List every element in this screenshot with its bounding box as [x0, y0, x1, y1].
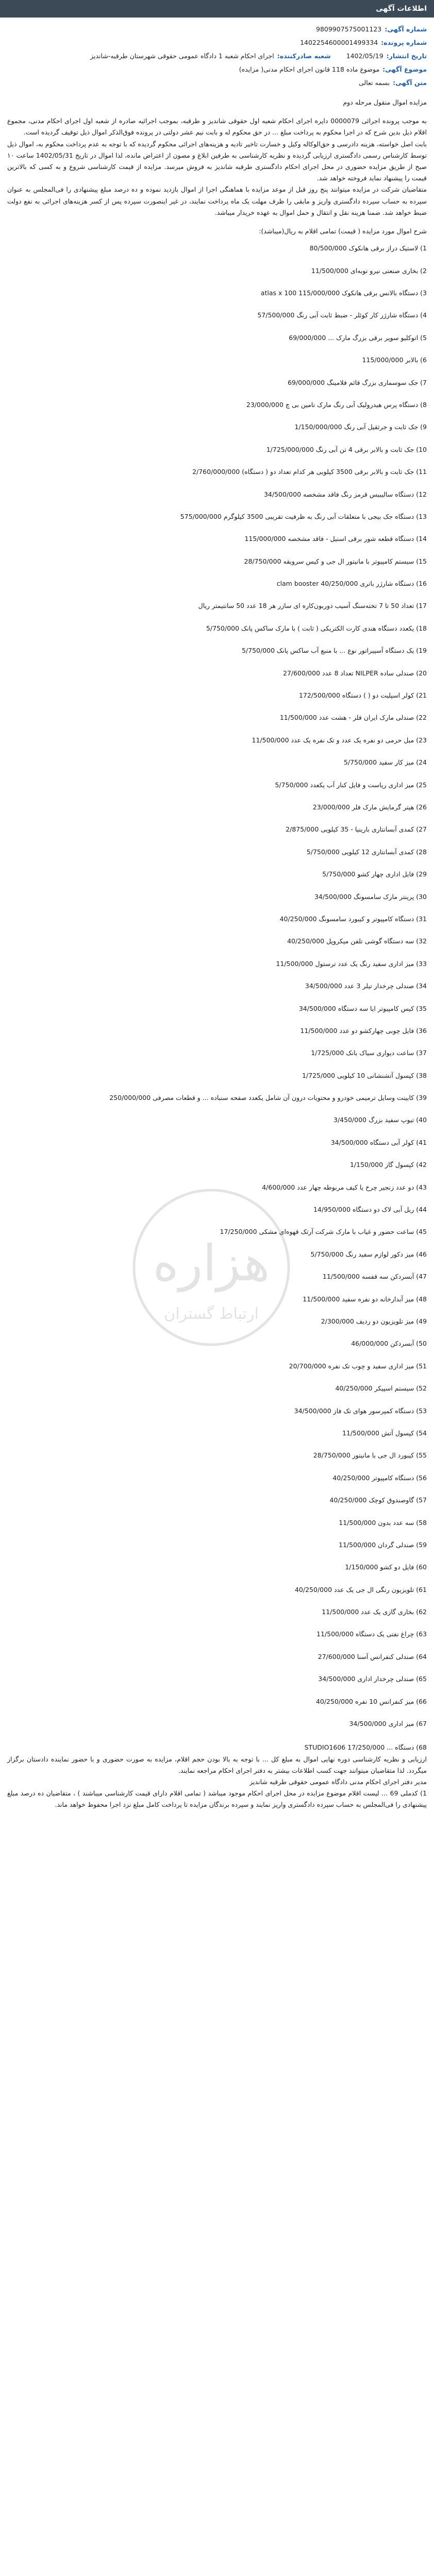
- auction-item: 22) صندلی مارک ایران فلز - هشت عدد 11/500/000: [279, 714, 427, 722]
- auction-item: 53) دستگاه کمپرسور هوای تک فاز 34/500/000: [294, 1406, 427, 1415]
- watermark-subtext: ارتباط گستران: [164, 1305, 259, 1323]
- intro-paragraph-2: بابت اصل خواسته، هزینه دادرسی و حق‌الوکاله وکیل و خسارت تاخیر تادیه و هزینه‌های اجرائی محکوم گردیده که با توجه به عدم پرداخت محکوم به، اموال ذیل توسط کارشناس رسمی دادگستری ارزیابی گردیده و نظریه کارشناسی به طرفین ابلاغ و مصون از اعتراض مانده، لذا اموال در تاریخ 1402/05/31 ساعت ۱۰ صبح از طریق مزایده حضوری در محل اجرای احکام دادگستری طرقبه شاندیز به فروش میرسد. مزایده از قیمت کارشناسی شروع و به کسی که بالاترین قیمت را پیشنهاد نماید فروخته خواهد شد.: [7, 140, 427, 182]
- ad-info-header: [0, 0, 434, 18]
- auction-item: 2) بخاری صنعتی نیرو نوبه‌ای 11/500/000: [311, 266, 427, 275]
- auction-item: 31) دستگاه کامپیوتر و کیبورد سامسونگ 40/250/000: [279, 914, 427, 923]
- intro-heading: مزایده اموال منقول مرحله دوم: [343, 98, 427, 106]
- footer-paragraph-2: 1) کدملی 69 ... لیست اقلام موضوع مزایده در محل اجرای احکام موجود میباشد ( تمامی اقلام دارای قیمت کارشناسی میباشند ) ، متقاضیان ده درصد مبلغ پیشنهادی را فی‌المجلس به حساب سپرده دادگستری واریز نمایند و سپرده برندگان مزایده تا پرداخت کامل مبلغ نزد اجرا محفوظ خواهد ماند.: [7, 1789, 427, 1809]
- auction-item: 30) پرینتر مارک سامسونگ 34/500/000: [314, 892, 427, 901]
- auction-item: 11) جک ثابت و بالابر برقی 3500 کیلویی هر کدام تعداد دو ( دستگاه) 2/760/000/000: [192, 468, 427, 476]
- auction-item: 40) تیوپ سفید بزرگ 3/450/000: [333, 1116, 427, 1124]
- footer-paragraph-1: ارزیابی و نظریه کارشناسی دوره نهایی اموال به مبلغ کل ... با توجه به بالا بودن حجم اقلام، مزایده به صورت حضوری و با حضور نماینده دادستان برگزار میگردد. لذا متقاضیان میتوانند جهت کسب اطلاعات بیشتر به دفتر اجرای احکام مراجعه نمایند.: [7, 1755, 427, 1774]
- auction-item: 27) کمدی آبسانتاری بارینیا - 35 کیلویی 2/875/000: [286, 825, 427, 834]
- ad-number-row: [7, 23, 427, 36]
- auction-item: 51) میز اداری سفید و چوب تک نفره 20/700/000: [289, 1362, 427, 1370]
- case-number-label: شماره پرونده:: [381, 39, 427, 46]
- auction-item: 59) صندلی گردان 11/500/000: [339, 1540, 427, 1549]
- footer-item: 68) دستگاه ... 17/250/000 STUDIO1606: [304, 1743, 427, 1752]
- issuing-branch-value: اجرای احکام شعبه 1 دادگاه عمومی حقوقی شهرستان طرقبه-شاندیز: [90, 52, 274, 60]
- intro-paragraph-3: متقاضیان شرکت در مزایده میتوانند پنج روز قبل از موعد مزایده با هماهنگی اجرا از اموال بازدید نموده و ده درصد مبلغ پیشنهادی را فی‌المجلس به عنوان سپرده به حساب سپرده دادگستری واریز و مابقی را ظرف مهلت یک ماه پرداخت نمایند، در غیر اینصورت سپرده پس از کسر هزینه‌های اجرائی به نفع دولت ضبط خواهد شد. ضمنا هزینه نقل و انتقال و حمل اموال به عهده خریدار میباشد.: [7, 185, 427, 216]
- auction-item: 17) تعداد 50 تا 7 تخته‌سنگ آسیب دوربون‌کاره ای سازر هر 18 عدد 50 سانتیمتر ریال: [198, 602, 427, 610]
- auction-item: 54) کپسول آتش 11/500/000: [342, 1429, 427, 1437]
- auction-item: 43) دو عدد زنجیر چرخ یا کیف مربوطه چهار عدد 4/600/000: [262, 1183, 427, 1191]
- watermark-text: هزاره: [153, 1234, 270, 1292]
- ad-text-value: بسمه تعالی: [359, 79, 390, 87]
- publish-date-label: تاریخ انتشار:: [386, 52, 427, 60]
- auction-item: 14) دستگاه قطعه شور برقی اسنیل - فاقد مشخصه 115/000/000: [244, 535, 427, 543]
- auction-item: 1) لاستیک دراز برقی هانکوک 80/500/000: [309, 244, 427, 252]
- auction-item: 48) میز آبدارخانه دو نفره سفید 11/500/000: [303, 1295, 427, 1303]
- ad-number-label: شماره آگهی:: [385, 25, 427, 33]
- auction-item: 6) بالابر 115/000/000: [362, 356, 427, 364]
- auction-item: 34) صندلی چرخدار تیلر 3 عدد 34/500/000: [305, 982, 427, 990]
- auction-item: 58) سه عدد بدون 11/500/000: [339, 1518, 427, 1527]
- auction-item: 33) میز اداری سفید رنگ یک عدد ترستول 11/500/000: [276, 959, 427, 968]
- auction-item: 64) صندلی کنفرانس آسنا 27/600/000: [318, 1652, 427, 1660]
- auction-item: 25) میز اداری ریاست و فایل کنار آب یکعدد 5/750/000: [275, 781, 427, 789]
- auction-item: 50) آبسردکن 46/000/000: [351, 1340, 427, 1348]
- ad-number-value: 9809907575001123: [316, 25, 382, 33]
- auction-item: 67) میز اداری 34/500/000: [349, 1720, 427, 1728]
- auction-item: 47) آبسردکن سه قفسه 11/500/000: [322, 1273, 427, 1281]
- auction-item: 44) ریل آبی لاک دو دستگاه 14/950/000: [313, 1206, 427, 1214]
- auction-item: 21) کولر اسپلیت دو ( ) دستگاه 172/500/000: [298, 691, 427, 700]
- auction-item: 39) کابینت وسایل ترمیمی خودرو و محتویات درون آن شامل یکعدد صفحه سنباده ... و قطعات مصرفی 250/000/000: [109, 1094, 427, 1102]
- auction-item: 46) میز دکور لوازم سفید رنگ 5/750/000: [310, 1250, 427, 1258]
- auction-item: 49) میز تلویزیون دو ردیف 2/300/000: [321, 1317, 427, 1325]
- case-number-value: 1402254600001499334: [300, 39, 378, 46]
- auction-item: 5) اتوکلیو سوپر برقی بزرگ مارک ... 69/000/000: [289, 333, 427, 342]
- auction-item: 66) میز کنفرانس 10 نفره 40/250/000: [315, 1697, 427, 1705]
- publish-date-value: 1402/05/19: [346, 52, 383, 60]
- auction-item: 19) یک دستگاه آسپیراتور نوع ... با منبع آب ساکس پانک 5/750/000: [241, 647, 427, 655]
- auction-item: 60) فایل دو کشو 1/150/000: [345, 1563, 427, 1571]
- auction-item: 36) فایل چوبی چهارکشو دو عدد 11/500/000: [300, 1026, 427, 1035]
- auction-item: 28) کمدی آبسانتاری 12 کیلویی 5/750/000: [306, 848, 427, 856]
- auction-item: 38) کپسول آتشنشانی 10 کیلویی 1/725/000: [302, 1071, 427, 1079]
- auction-item: 20) صندلی ساده NILPER تعداد 8 عدد 27/600/000: [282, 669, 427, 677]
- auction-item: 8) دستگاه پرس هیدرولیک آبی رنگ مارک تامین بی چ 23/000/000: [246, 400, 427, 409]
- auction-item: 7) جک سوسماری بزرگ قائم فلامینگ 69/000/000: [288, 378, 427, 386]
- footer-signature: مدیر دفتر اجرای احکام مدنی دادگاه عمومی حقوقی طرقبه شاندیز: [249, 1778, 427, 1786]
- ad-body: [0, 90, 434, 1811]
- auction-item: 24) میز کار سفید 5/750/000: [343, 758, 427, 767]
- auction-item: 15) سیستم کامپیوتر با مانیتور ال جی و کیس سرویقه 28/750/000: [244, 557, 427, 565]
- auction-items-list: [7, 237, 427, 1735]
- issuing-branch-label: شعبه صادرکننده:: [277, 52, 331, 60]
- items-heading: شرح اموال مورد مزایده ( قیمت) تمامی اقلام به ریال(میباشد):: [259, 227, 427, 235]
- auction-item: 52) سیستم اسپیکر 40/250/000: [335, 1384, 427, 1393]
- subject-value: موضوع ماده 118 قانون اجرای احکام مدنی( مزایده): [239, 65, 380, 73]
- auction-item: 32) سه دستگاه گوشی تلفن میکروپل 40/250/000: [287, 937, 427, 945]
- auction-item: 57) گاوصندوق کوچک 40/250/000: [329, 1496, 427, 1504]
- auction-item: 62) بخاری گازی یک عدد 11/500/000: [322, 1608, 427, 1616]
- auction-item: 18) یکعدد دستگاه هندی کارت الکتریکی ( ثابت ) با مارک ساکس پانک 5/750/000: [206, 624, 427, 632]
- auction-item: 3) دستگاه بالانس برقی هانکوک 115/000/000 atlas x 100: [260, 289, 427, 297]
- auction-item: 37) ساعت دیواری سیاک بانک 1/725/000: [311, 1049, 427, 1057]
- auction-item: 16) دستگاه شارژر باتری 40/250/000 clam booster: [276, 580, 427, 588]
- ad-info-title: اطلاعات آگهی: [376, 5, 427, 13]
- auction-item: 41) کولر آبی دستگاه 34/500/000: [330, 1138, 427, 1146]
- auction-item: 12) دستگاه سالیبیس قرمز رنگ فاقد مشخصه 34/500/000: [263, 490, 427, 498]
- auction-item: 10) جک ثابت و بالابر برقی 4 تن آبی رنگ 1/725/000/000: [266, 445, 427, 453]
- subject-label: موضوع آگهی:: [382, 65, 427, 73]
- ad-meta: [0, 18, 434, 90]
- auction-item: 23) مبل حرمی دو نفره یک عدد و تک نفره یک عدد 11/500/000: [252, 736, 427, 744]
- auction-item: 13) دستگاه جک بیجی با متعلقات آبی رنگ به ظرفیت تقریبی 3500 کیلوگرم 575/000/000: [180, 512, 427, 520]
- subject-row: [7, 63, 427, 76]
- auction-item: 63) چراغ نفتی یک دستگاه 11/500/000: [316, 1630, 427, 1638]
- ad-text-row: [7, 76, 427, 90]
- intro-paragraph-1: به موجب پرونده اجرائی 0000079 دایره اجرای احکام شعبه اول حقوقی شاندیز و طرقبه، بموجب اجرائیه صادره از شعبه اول اجرای احکام مدنی، مجموع اقلام ذیل بدین شرح که در اجرا محکوم به پرداخت مبلغ ... در حق محکوم له و بابت نیم عشر دولتی در پرونده فوق‌الذکر اموال ذیل توقیف گردیده است.: [7, 117, 427, 137]
- auction-item: 29) فایل اداری چهار کشو 5/750/000: [322, 870, 427, 878]
- auction-item: 45) ساعت حضور و غیاب با مارک شرکت آرتک قهوه‌ای مشکی 17/250/000: [220, 1228, 427, 1236]
- publish-date-row: [7, 49, 427, 63]
- auction-item: 65) صندلی چرخدار اداری 34/500/000: [318, 1675, 427, 1683]
- auction-item: 42) کپسول گاز 1/150/000: [349, 1161, 427, 1169]
- ad-text-label: متن آگهی:: [393, 79, 427, 87]
- auction-item: 4) دستگاه شارژر کار کوئلر - ضبط ثابت آبی رنگ 57/500/000: [257, 311, 427, 319]
- auction-item: 35) کیس کامپیوتر ایا سه دستگاه 34/500/000: [298, 1004, 427, 1012]
- auction-item: 55) کیبورد ال جی با مانیتور 28/750/000: [313, 1451, 427, 1460]
- auction-item: 9) جک ثابت و جرثقیل آبی رنگ 1/150/000/000: [294, 423, 427, 431]
- case-number-row: [7, 36, 427, 49]
- auction-item: 56) دستگاه کامپیوتر 40/250/000: [332, 1473, 427, 1482]
- auction-item: 26) هیتر گرمایش مارک فلر 23/000/000: [312, 803, 427, 811]
- auction-item: 61) تلویزیون رنگی ال جی یک عدد 40/250/000: [294, 1585, 427, 1594]
